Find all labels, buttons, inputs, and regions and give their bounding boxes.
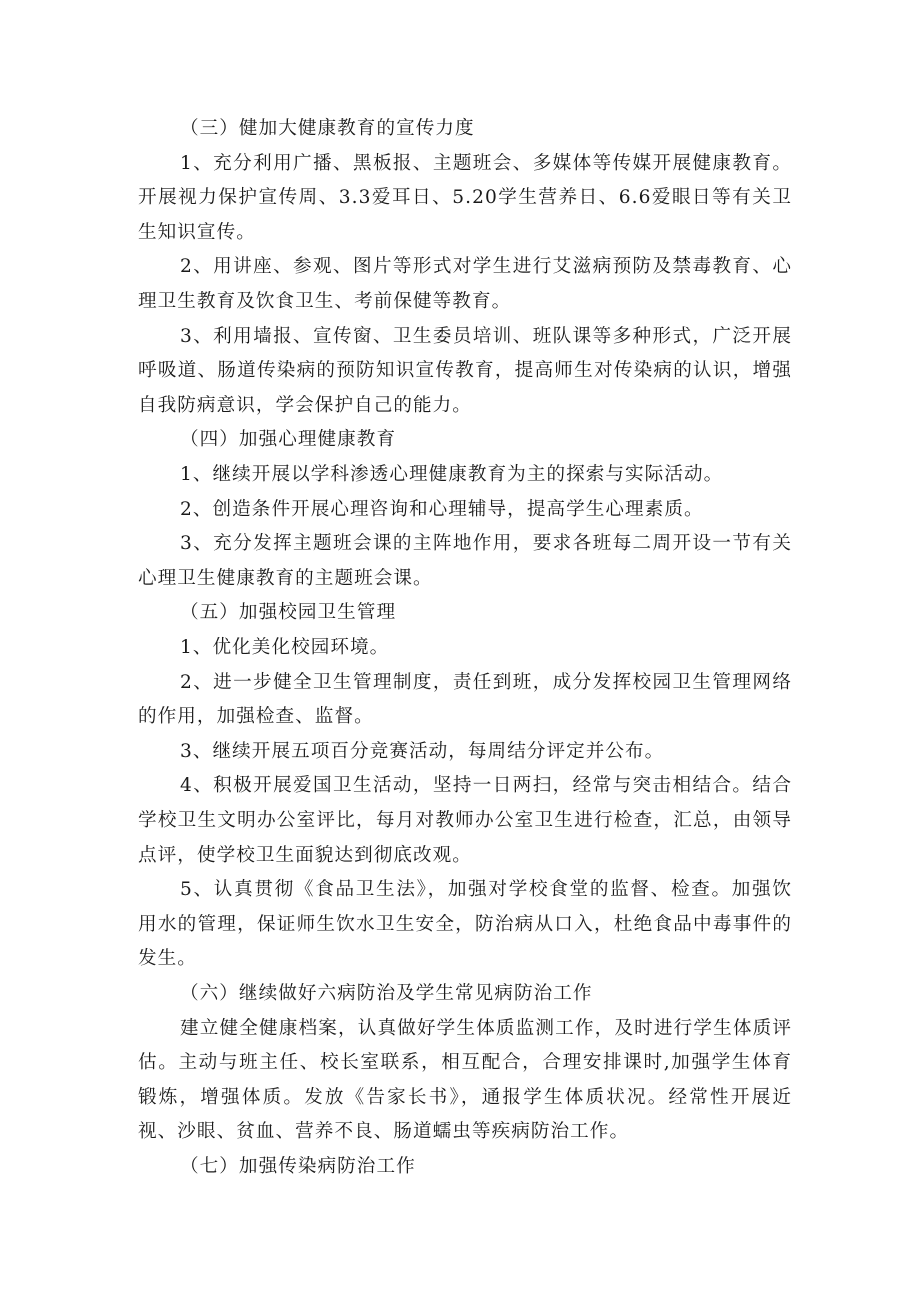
paragraph — [138, 527, 792, 596]
section-heading-6: （六）继续做好六病防治及学生常见病防治工作 — [180, 982, 593, 1004]
paragraph: 2、创造条件开展心理咨询和心理辅导，提高学生心理素质。 — [180, 498, 704, 520]
paragraph-text: 建立健全健康档案，认真做好学生体质监测工作，及时进行学生体质评估。主动与班主任、校长室联系，相互配合，合理安排课时,加强学生体育锻炼，增强体质。发放《告家长书》，通报学生体质状况。经常性开展近视、沙眼、贫血、营养不良、肠道蠕虫等疾病防治工作。 — [138, 1017, 792, 1143]
section-heading-3: （三）健加大健康教育的宣传力度 — [180, 118, 475, 139]
paragraph — [138, 666, 792, 735]
section-heading-7: （七）加强传染病防治工作 — [180, 1155, 416, 1177]
paragraph-text: 4、积极开展爱国卫生活动，坚持一日两扫，经常与突击相结合。结合学校卫生文明办公室评比，每月对教师办公室卫生进行检查，汇总，由领导点评，使学校卫生面貌达到彻底改观。 — [138, 775, 792, 866]
paragraph — [138, 873, 792, 977]
paragraph: 3、继续开展五项百分竞赛活动，每周结分评定并公布。 — [180, 740, 665, 762]
section-heading-4: （四）加强心理健康教育 — [180, 429, 397, 451]
paragraph-text: 3、利用墙报、宣传窗、卫生委员培训、班队课等多种形式，广泛开展呼吸道、肠道传染病的预防知识宣传教育，提高师生对传染病的认识，增强自我防病意识，学会保护自己的能力。 — [138, 325, 792, 416]
paragraph-text: 3、充分发挥主题班会课的主阵地作用，要求各班每二周开设一节有关心理卫生健康教育的主题班会课。 — [138, 533, 792, 589]
paragraph — [138, 250, 792, 319]
paragraph-text: 2、进一步健全卫生管理制度，责任到班，成分发挥校园卫生管理网络的作用，加强检查、监督。 — [138, 671, 792, 728]
section-heading-5: （五）加强校园卫生管理 — [180, 602, 397, 624]
paragraph — [138, 769, 792, 873]
paragraph: 1、继续开展以学科渗透心理健康教育为主的探索与实际活动。 — [180, 463, 724, 485]
paragraph-text: 5、认真贯彻《食品卫生法》，加强对学校食堂的监督、检查。加强饮用水的管理，保证师生饮水卫生安全，防治病从口入，杜绝食品中毒事件的发生。 — [138, 879, 792, 970]
paragraph — [138, 147, 792, 251]
paragraph — [138, 320, 792, 424]
paragraph: 1、优化美化校园环境。 — [180, 636, 390, 658]
paragraph-text: 2、用讲座、参观、图片等形式对学生进行艾滋病预防及禁毒教育、心理卫生教育及饮食卫生、考前保健等教育。 — [138, 256, 792, 312]
paragraph-text: 1、充分利用广播、黑板报、主题班会、多媒体等传媒开展健康教育。开展视力保护宣传周、3.3爱耳日、5.20学生营养日、6.6爱眼日等有关卫生知识宣传。 — [138, 152, 792, 243]
document-page — [138, 112, 792, 1184]
paragraph — [138, 1012, 792, 1150]
